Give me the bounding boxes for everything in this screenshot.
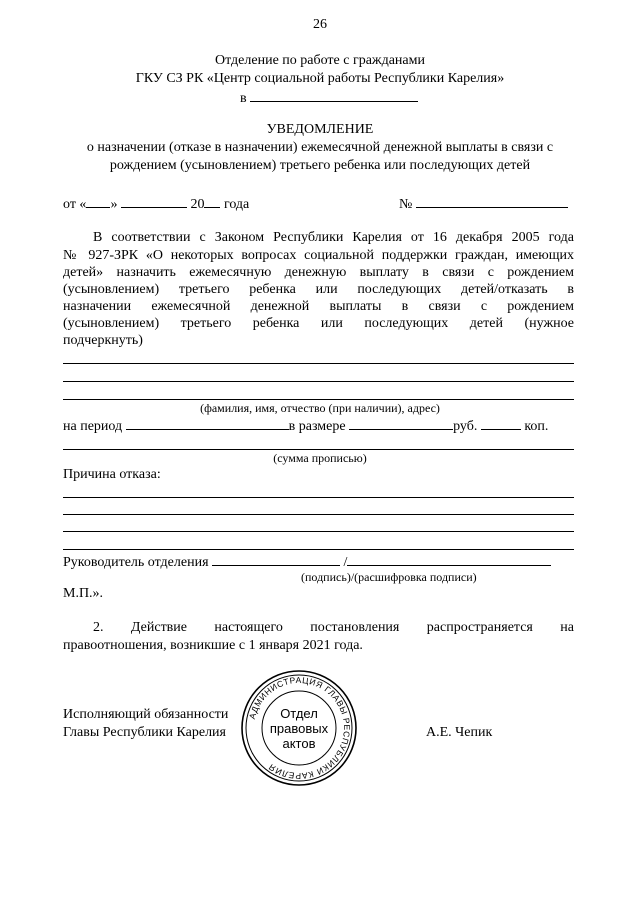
fill-line: [63, 531, 574, 532]
date-from-label: от «: [63, 197, 87, 212]
stamp-ring-text: АДМИНИСТРАЦИЯ ГЛАВЫ РЕСПУБЛИКИ КАРЕЛИЯ: [246, 674, 353, 782]
rub-label: руб.: [453, 419, 478, 434]
refusal-label: Причина отказа:: [63, 467, 161, 482]
fill-line: [63, 381, 574, 382]
fill-line: [63, 363, 574, 364]
number-field: [399, 194, 568, 213]
page-number: 26: [313, 17, 327, 32]
body-line-5: назначении ежемесячной денежной выплаты в связи с рождением: [63, 299, 574, 314]
sum-caption: (сумма прописью): [273, 451, 367, 465]
recipient-prefix: в: [240, 91, 247, 106]
fill-line: [63, 497, 574, 498]
recipient-blank: [250, 88, 418, 102]
clause2-line-2: правоотношения, возникшие с 1 января 2021 года.: [63, 638, 363, 653]
official-stamp: [239, 668, 359, 788]
number-sign: №: [399, 197, 413, 212]
period-blank: [126, 416, 289, 430]
decoding-blank: [347, 552, 551, 566]
period-row: [63, 416, 548, 435]
body-line-3: детей» назначить ежемесячную денежную выплату в связи с рождением: [63, 265, 574, 280]
kop-blank: [481, 416, 521, 430]
fill-line: [63, 399, 574, 400]
signatory-role-line-1: Исполняющий обязанности: [63, 707, 229, 722]
number-blank: [416, 194, 568, 208]
title-line-1: о назначении (отказе в назначении) ежемесячной денежной выплаты в связи с: [86, 140, 554, 155]
mp-label: М.П.».: [63, 586, 104, 601]
date-field: [63, 194, 249, 213]
body-line-6: (усыновлением) третьего ребенка или последующих детей (нужное: [63, 316, 574, 331]
signatory-role-line-2: Главы Республики Карелия: [63, 725, 226, 740]
body-line-4: (усыновлением) третьего ребенка или последующих детей/отказать в: [63, 282, 574, 297]
header-line-2: ГКУ СЗ РК «Центр социальной работы Республики Карелия»: [135, 71, 505, 86]
title-line-2: рождением (усыновлением) третьего ребенка или последующих детей: [109, 158, 531, 173]
body-line-1: В соответствии с Законом Республики Карелия от 16 декабря 2005 года: [93, 230, 574, 245]
stamp-center-line-3: актов: [282, 736, 316, 751]
signature-caption: (подпись)/(расшифровка подписи): [301, 570, 477, 584]
year-suffix: года: [223, 197, 250, 212]
signature-blank: [212, 552, 340, 566]
header-recipient: [240, 88, 418, 107]
body-line-2: № 927-ЗРК «О некоторых вопросах социальной поддержки граждан, имеющих: [63, 248, 574, 263]
kop-label: коп.: [524, 419, 549, 434]
amount-label: в размере: [288, 419, 346, 434]
signature-slash: /: [343, 555, 348, 570]
document-title: УВЕДОМЛЕНИЕ: [266, 122, 374, 137]
fio-caption: (фамилия, имя, отчество (при наличии), адрес): [200, 401, 440, 415]
year-blank: [204, 194, 220, 208]
body-line-7: подчеркнуть): [63, 333, 143, 348]
day-blank: [86, 194, 110, 208]
signatory-name: А.Е. Чепик: [426, 725, 493, 740]
period-label: на период: [63, 419, 123, 434]
fill-line: [63, 549, 574, 550]
clause2-line-1: 2. Действие настоящего постановления распространяется на: [93, 620, 574, 635]
fill-line: [63, 514, 574, 515]
month-blank: [121, 194, 187, 208]
header-line-1: Отделение по работе с гражданами: [215, 53, 425, 68]
stamp-center-line-2: правовых: [269, 721, 329, 736]
head-label: Руководитель отделения: [63, 555, 209, 570]
stamp-center-line-1: Отдел: [280, 706, 318, 721]
stamp-seal-icon: [239, 668, 359, 788]
head-signature-row: [63, 552, 551, 571]
date-quote-close: »: [110, 197, 118, 212]
year-prefix: 20: [190, 197, 205, 212]
amount-blank: [349, 416, 453, 430]
fill-line: [63, 449, 574, 450]
